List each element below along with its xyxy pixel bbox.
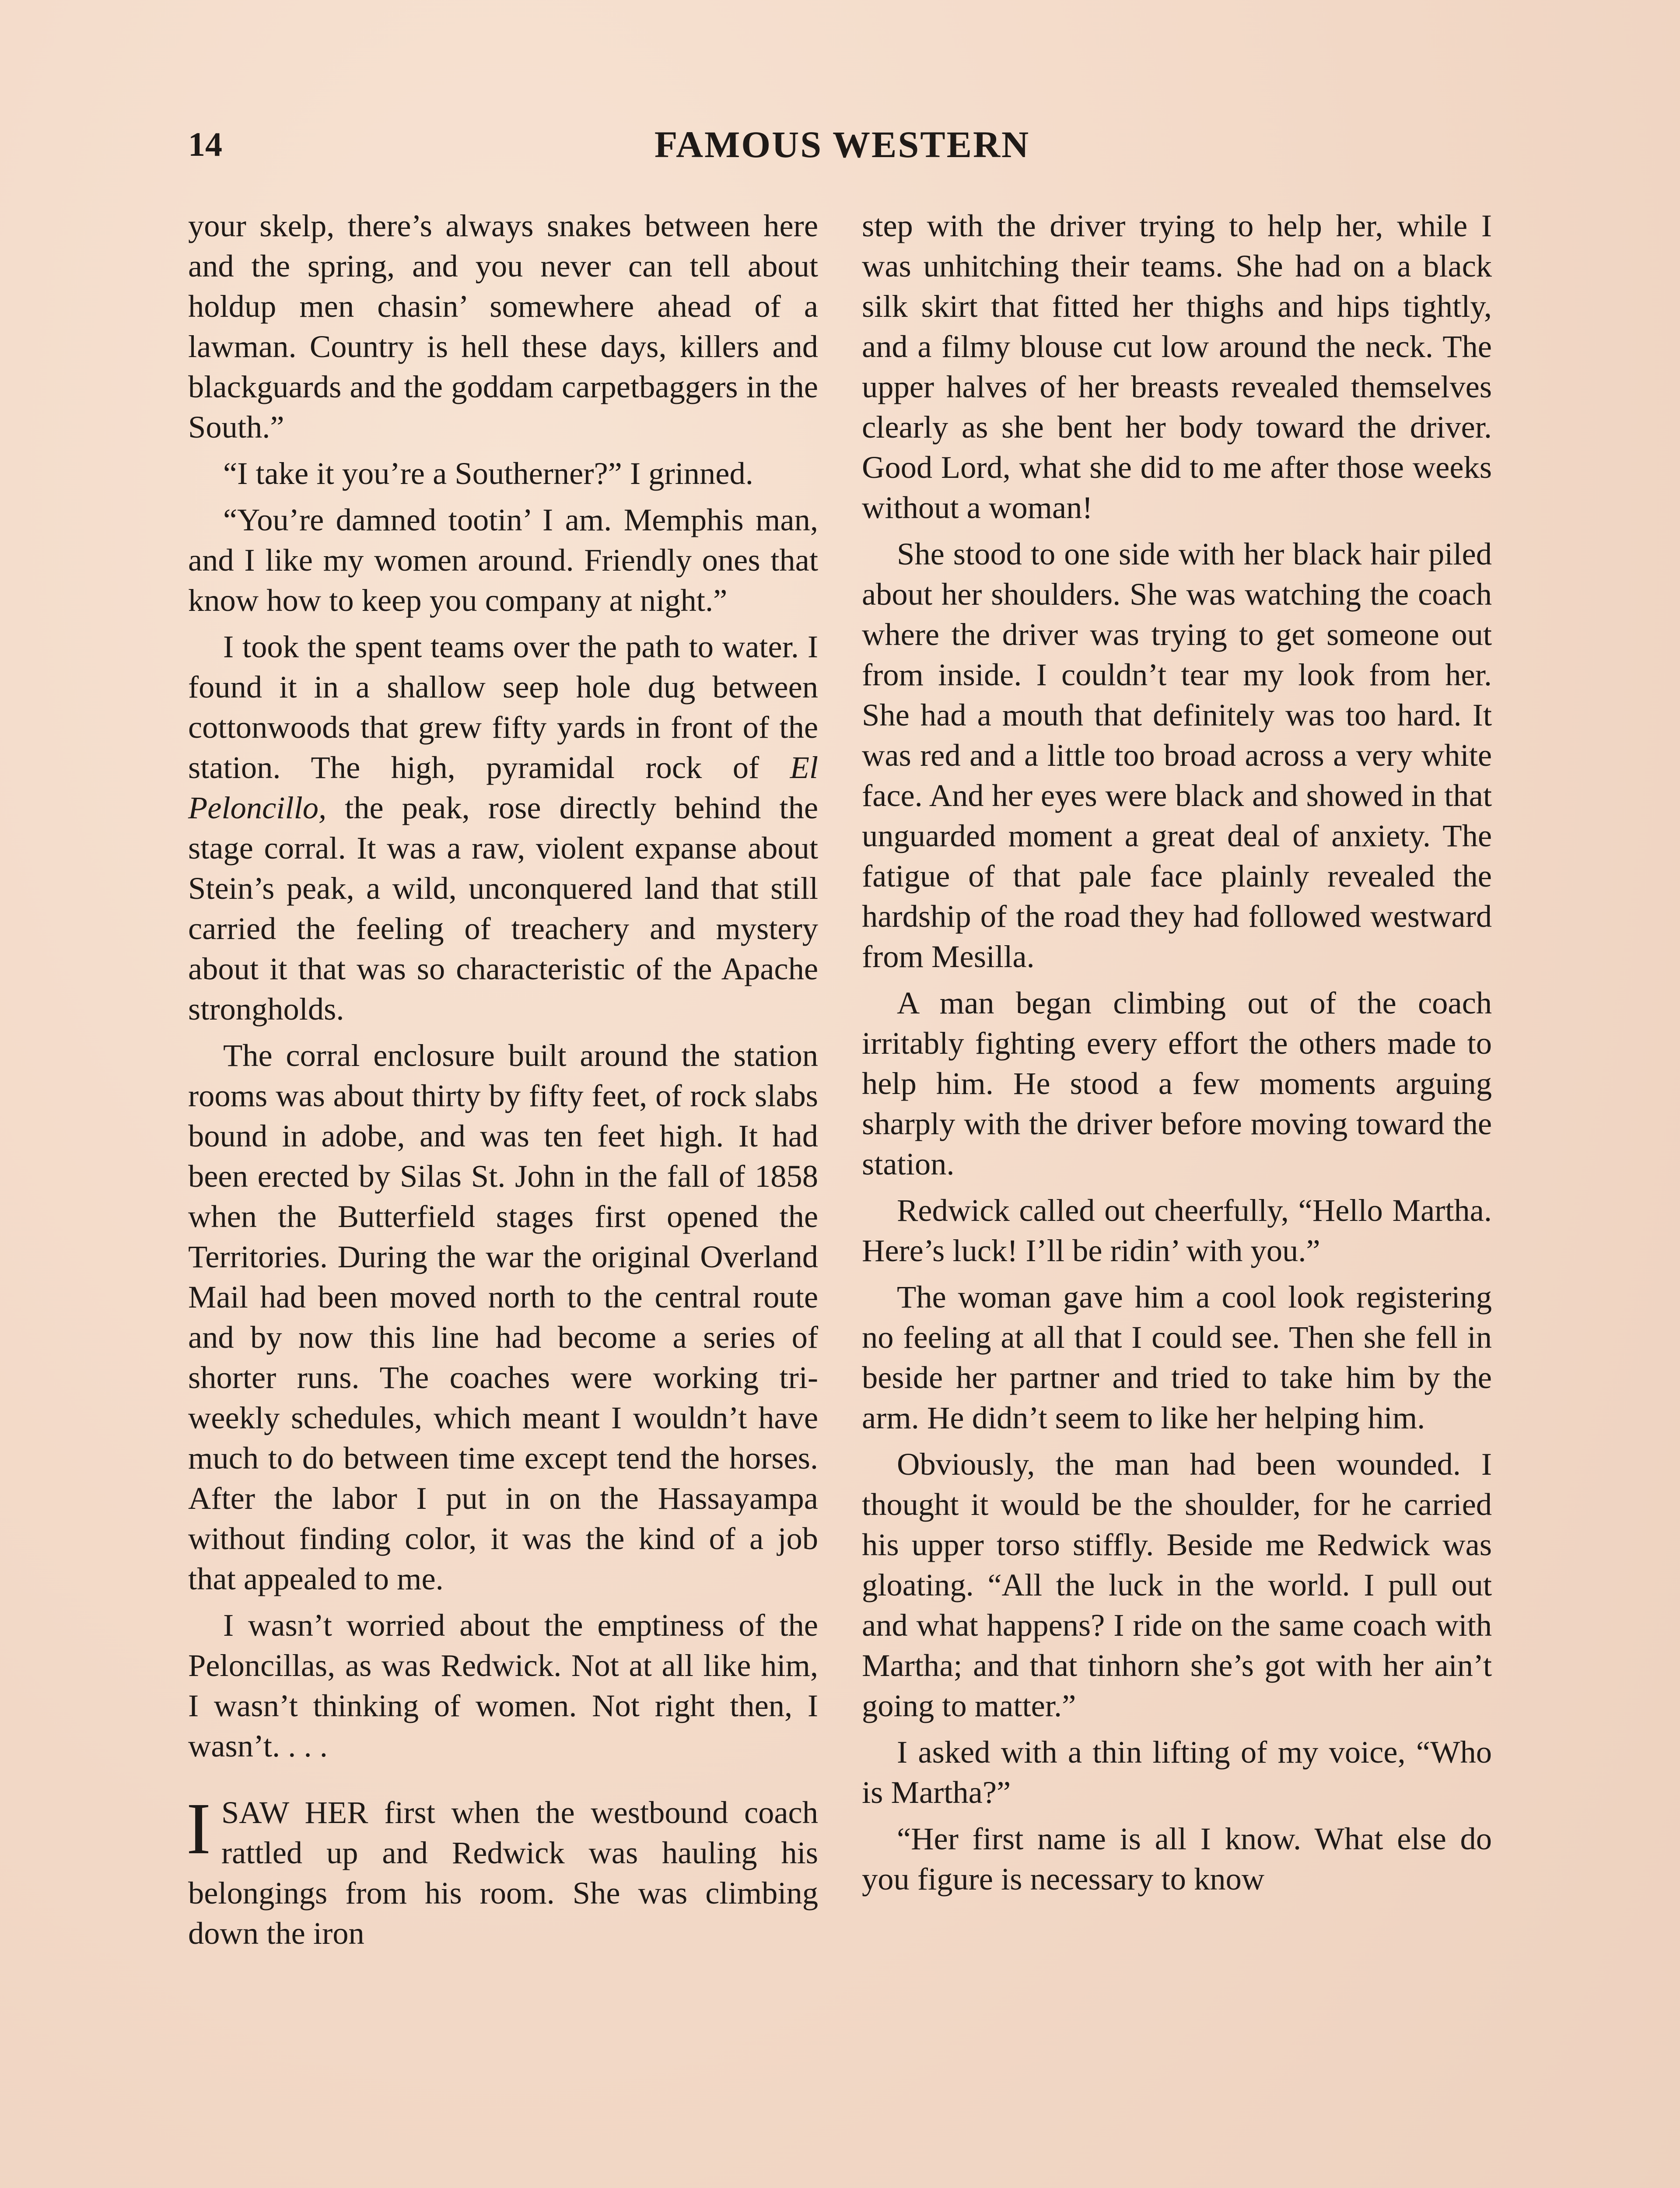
paragraph: The woman gave him a cool look registering no feeling at all that I could see. Then she fell in beside her partner and tried to take him by the arm. He didn’t seem to like her helping him.: [862, 1279, 1492, 1435]
paragraph-text: the peak, rose directly behind the stage corral. It was a raw, violent expanse about Stein’s peak, a wild, unconquered land that still carried the feeling of treachery and mystery about it that was so characteristic of the Apache strongholds.: [188, 790, 818, 1027]
paragraph: “Her first name is all I know. What else do you figure is necessary to know: [862, 1821, 1492, 1897]
paragraph: The corral enclosure built around the station rooms was about thirty by fifty feet, of rock slabs bound in adobe, and was ten feet high. It had been erected by Silas St. John in the fall of 1858 when the Butterfield stages first opened the Territories. During the war the original Overland Mail had been moved north to the central route and by now this line had become a series of shorter runs. The coaches were working tri-weekly schedules, which meant I wouldn’t have much to do between time except tend the horses. After the labor I put in on the Hassayampa without finding color, it was the kind of a job that appealed to me.: [188, 1038, 818, 1596]
paragraph-text: I took the spent teams over the path to water. I found it in a shallow seep hole dug between cottonwoods that grew fifty yards in front of the station. The high, pyramidal rock of: [188, 629, 818, 785]
paragraph: I asked with a thin lifting of my voice, “Who is Martha?”: [862, 1734, 1492, 1810]
italic-place-name: El Peloncillo,: [188, 750, 818, 825]
paragraph: step with the driver trying to help her, while I was unhitching their teams. She had on a black silk skirt that fitted her thighs and hips tightly, and a filmy blouse cut low around the neck. The upper halves of her breasts revealed themselves clearly as she bent her body toward the driver. Good Lord, what she did to me after those weeks without a woman!: [862, 208, 1492, 525]
paragraph-text: SAW HER first when the westbound coach rattled up and Redwick was hauling his belongings from his room. She was climbing down the iron: [188, 1795, 818, 1951]
section-opening-paragraph: [186, 1788, 818, 1953]
left-column: [188, 206, 818, 1960]
paragraph: Redwick called out cheerfully, “Hello Martha. Here’s luck! I’ll be ridin’ with you.”: [862, 1192, 1492, 1268]
paragraph: She stood to one side with her black hair piled about her shoulders. She was watching the coach where the driver was trying to get someone out from inside. I couldn’t tear my look from her. She had a mouth that definitely was too hard. It was red and a little too broad across a very white face. And her eyes were black and showed in that unguarded moment a great deal of anxiety. The fatigue of that pale face plainly revealed the hardship of the road they had followed westward from Mesilla.: [862, 536, 1492, 974]
paragraph: [188, 627, 818, 1029]
page-header: [188, 118, 1496, 171]
running-title: FAMOUS WESTERN: [654, 123, 1030, 165]
paragraph: I wasn’t worried about the emptiness of the Peloncillas, as was Redwick. Not at all like him, I wasn’t thinking of women. Not right then, I wasn’t. . . .: [188, 1607, 818, 1764]
right-column: [862, 206, 1492, 1905]
paragraph: A man began climbing out of the coach irritably fighting every effort the others made to help him. He stood a few moments arguing sharply with the driver before moving toward the station.: [862, 985, 1492, 1182]
paragraph: your skelp, there’s always snakes between here and the spring, and you never can tell about holdup men chasin’ somewhere ahead of a lawman. Country is hell these days, killers and blackguards and the goddam carpetbaggers in the South.”: [188, 208, 818, 445]
page-number: 14: [188, 125, 222, 163]
paragraph: “I take it you’re a Southerner?” I grinned.: [223, 456, 753, 491]
drop-cap: I: [186, 1788, 211, 1869]
paragraph: “You’re damned tootin’ I am. Memphis man, and I like my women around. Friendly ones that know how to keep you company at night.”: [188, 502, 818, 618]
paragraph: Obviously, the man had been wounded. I thought it would be the shoulder, for he carried his upper torso stiffly. Beside me Redwick was gloating. “All the luck in the world. I pull out and what happens? I ride on the same coach with Martha; and that tinhorn she’s got with her ain’t going to matter.”: [862, 1446, 1492, 1723]
